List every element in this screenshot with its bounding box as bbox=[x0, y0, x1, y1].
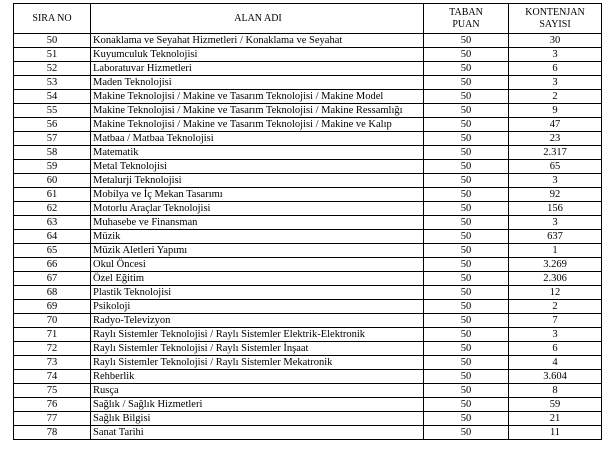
cell-taban-puan: 50 bbox=[424, 356, 509, 370]
cell-alan-adi: Laboratuvar Hizmetleri bbox=[91, 62, 424, 76]
cell-taban-puan: 50 bbox=[424, 188, 509, 202]
cell-sira-no: 73 bbox=[14, 356, 91, 370]
cell-alan-adi: Özel Eğitim bbox=[91, 272, 424, 286]
table-row bbox=[14, 104, 602, 118]
cell-sira-no: 67 bbox=[14, 272, 91, 286]
cell-sira-no: 56 bbox=[14, 118, 91, 132]
cell-taban-puan: 50 bbox=[424, 174, 509, 188]
header-alan-adi-label: ALAN ADI bbox=[234, 12, 282, 24]
table-row bbox=[14, 230, 602, 244]
table-body bbox=[14, 34, 602, 440]
table-row bbox=[14, 244, 602, 258]
cell-taban-puan: 50 bbox=[424, 160, 509, 174]
cell-taban-puan: 50 bbox=[424, 384, 509, 398]
cell-sira-no: 63 bbox=[14, 216, 91, 230]
cell-taban-puan: 50 bbox=[424, 328, 509, 342]
table-row bbox=[14, 314, 602, 328]
header-taban-puan bbox=[424, 4, 509, 34]
cell-alan-adi: Konaklama ve Seyahat Hizmetleri / Konaklama ve Seyahat bbox=[91, 34, 424, 48]
table-row bbox=[14, 118, 602, 132]
cell-taban-puan: 50 bbox=[424, 216, 509, 230]
header-sira-no bbox=[14, 4, 91, 34]
cell-kontenjan: 3 bbox=[509, 216, 602, 230]
table-row bbox=[14, 300, 602, 314]
cell-alan-adi: Makine Teknolojisi / Makine ve Tasarım Teknolojisi / Makine Ressamlığı bbox=[91, 104, 424, 118]
table-row bbox=[14, 272, 602, 286]
cell-sira-no: 70 bbox=[14, 314, 91, 328]
cell-alan-adi: Maden Teknolojisi bbox=[91, 76, 424, 90]
cell-taban-puan: 50 bbox=[424, 286, 509, 300]
cell-alan-adi: Rehberlik bbox=[91, 370, 424, 384]
cell-kontenjan: 3 bbox=[509, 76, 602, 90]
cell-alan-adi: Motorlu Araçlar Teknolojisi bbox=[91, 202, 424, 216]
cell-taban-puan: 50 bbox=[424, 76, 509, 90]
cell-sira-no: 75 bbox=[14, 384, 91, 398]
cell-alan-adi: Makine Teknolojisi / Makine ve Tasarım Teknolojisi / Makine ve Kalıp bbox=[91, 118, 424, 132]
cell-alan-adi: Müzik Aletleri Yapımı bbox=[91, 244, 424, 258]
cell-taban-puan: 50 bbox=[424, 314, 509, 328]
cell-kontenjan: 2.317 bbox=[509, 146, 602, 160]
table-row bbox=[14, 160, 602, 174]
cell-taban-puan: 50 bbox=[424, 132, 509, 146]
cell-kontenjan: 6 bbox=[509, 342, 602, 356]
cell-alan-adi: Raylı Sistemler Teknolojisi / Raylı Sistemler Mekatronik bbox=[91, 356, 424, 370]
table-row bbox=[14, 356, 602, 370]
cell-taban-puan: 50 bbox=[424, 398, 509, 412]
cell-sira-no: 69 bbox=[14, 300, 91, 314]
cell-taban-puan: 50 bbox=[424, 202, 509, 216]
header-kontenjan-line1: KONTENJAN bbox=[525, 6, 585, 18]
cell-kontenjan: 2 bbox=[509, 90, 602, 104]
cell-sira-no: 61 bbox=[14, 188, 91, 202]
cell-kontenjan: 3 bbox=[509, 328, 602, 342]
cell-taban-puan: 50 bbox=[424, 34, 509, 48]
cell-taban-puan: 50 bbox=[424, 258, 509, 272]
cell-alan-adi: Kuyumculuk Teknolojisi bbox=[91, 48, 424, 62]
table-row bbox=[14, 76, 602, 90]
cell-taban-puan: 50 bbox=[424, 230, 509, 244]
document-page bbox=[13, 3, 595, 440]
cell-kontenjan: 30 bbox=[509, 34, 602, 48]
cell-alan-adi: Muhasebe ve Finansman bbox=[91, 216, 424, 230]
table-row bbox=[14, 132, 602, 146]
cell-kontenjan: 9 bbox=[509, 104, 602, 118]
cell-alan-adi: Matematik bbox=[91, 146, 424, 160]
cell-alan-adi: Raylı Sistemler Teknolojisi / Raylı Sistemler İnşaat bbox=[91, 342, 424, 356]
header-taban-puan-line2: PUAN bbox=[452, 18, 480, 30]
header-taban-puan-line1: TABAN bbox=[449, 6, 483, 18]
cell-kontenjan: 7 bbox=[509, 314, 602, 328]
cell-alan-adi: Psikoloji bbox=[91, 300, 424, 314]
cell-taban-puan: 50 bbox=[424, 370, 509, 384]
header-kontenjan-line2: SAYISI bbox=[539, 18, 571, 30]
table-row bbox=[14, 146, 602, 160]
table-row bbox=[14, 412, 602, 426]
cell-taban-puan: 50 bbox=[424, 272, 509, 286]
table-row bbox=[14, 90, 602, 104]
cell-kontenjan: 2.306 bbox=[509, 272, 602, 286]
cell-kontenjan: 47 bbox=[509, 118, 602, 132]
table-row bbox=[14, 258, 602, 272]
cell-sira-no: 72 bbox=[14, 342, 91, 356]
cell-sira-no: 51 bbox=[14, 48, 91, 62]
cell-kontenjan: 92 bbox=[509, 188, 602, 202]
cell-alan-adi: Sanat Tarihi bbox=[91, 426, 424, 440]
cell-kontenjan: 156 bbox=[509, 202, 602, 216]
cell-kontenjan: 3 bbox=[509, 174, 602, 188]
cell-alan-adi: Okul Öncesi bbox=[91, 258, 424, 272]
cell-kontenjan: 59 bbox=[509, 398, 602, 412]
cell-sira-no: 54 bbox=[14, 90, 91, 104]
cell-kontenjan: 3.604 bbox=[509, 370, 602, 384]
cell-alan-adi: Rusça bbox=[91, 384, 424, 398]
cell-sira-no: 76 bbox=[14, 398, 91, 412]
cell-alan-adi: Sağlık / Sağlık Hizmetleri bbox=[91, 398, 424, 412]
cell-alan-adi: Raylı Sistemler Teknolojisi / Raylı Sistemler Elektrik-Elektronik bbox=[91, 328, 424, 342]
cell-taban-puan: 50 bbox=[424, 412, 509, 426]
cell-kontenjan: 65 bbox=[509, 160, 602, 174]
table-row bbox=[14, 216, 602, 230]
cell-sira-no: 78 bbox=[14, 426, 91, 440]
quota-table bbox=[13, 3, 602, 440]
cell-taban-puan: 50 bbox=[424, 62, 509, 76]
cell-sira-no: 74 bbox=[14, 370, 91, 384]
cell-sira-no: 77 bbox=[14, 412, 91, 426]
cell-sira-no: 65 bbox=[14, 244, 91, 258]
table-row bbox=[14, 188, 602, 202]
table-row bbox=[14, 426, 602, 440]
cell-kontenjan: 4 bbox=[509, 356, 602, 370]
cell-sira-no: 52 bbox=[14, 62, 91, 76]
table-row bbox=[14, 62, 602, 76]
cell-taban-puan: 50 bbox=[424, 342, 509, 356]
table-row bbox=[14, 370, 602, 384]
cell-sira-no: 60 bbox=[14, 174, 91, 188]
cell-sira-no: 50 bbox=[14, 34, 91, 48]
cell-kontenjan: 637 bbox=[509, 230, 602, 244]
cell-taban-puan: 50 bbox=[424, 48, 509, 62]
table-row bbox=[14, 384, 602, 398]
cell-alan-adi: Radyo-Televizyon bbox=[91, 314, 424, 328]
cell-sira-no: 66 bbox=[14, 258, 91, 272]
table-row bbox=[14, 342, 602, 356]
cell-taban-puan: 50 bbox=[424, 104, 509, 118]
header-sira-no-label: SIRA NO bbox=[32, 12, 72, 24]
header-alan-adi bbox=[91, 4, 424, 34]
cell-kontenjan: 12 bbox=[509, 286, 602, 300]
table-row bbox=[14, 34, 602, 48]
table-row bbox=[14, 174, 602, 188]
cell-alan-adi: Makine Teknolojisi / Makine ve Tasarım Teknolojisi / Makine Model bbox=[91, 90, 424, 104]
cell-taban-puan: 50 bbox=[424, 426, 509, 440]
cell-alan-adi: Müzik bbox=[91, 230, 424, 244]
cell-kontenjan: 11 bbox=[509, 426, 602, 440]
table-header bbox=[14, 4, 602, 34]
cell-sira-no: 53 bbox=[14, 76, 91, 90]
cell-sira-no: 59 bbox=[14, 160, 91, 174]
cell-sira-no: 71 bbox=[14, 328, 91, 342]
cell-kontenjan: 8 bbox=[509, 384, 602, 398]
cell-sira-no: 57 bbox=[14, 132, 91, 146]
cell-sira-no: 68 bbox=[14, 286, 91, 300]
cell-sira-no: 64 bbox=[14, 230, 91, 244]
cell-taban-puan: 50 bbox=[424, 244, 509, 258]
cell-kontenjan: 3 bbox=[509, 48, 602, 62]
cell-sira-no: 55 bbox=[14, 104, 91, 118]
cell-alan-adi: Metalurji Teknolojisi bbox=[91, 174, 424, 188]
cell-taban-puan: 50 bbox=[424, 90, 509, 104]
cell-alan-adi: Sağlık Bilgisi bbox=[91, 412, 424, 426]
cell-kontenjan: 6 bbox=[509, 62, 602, 76]
header-row bbox=[14, 4, 602, 34]
table-row bbox=[14, 286, 602, 300]
cell-taban-puan: 50 bbox=[424, 118, 509, 132]
cell-kontenjan: 1 bbox=[509, 244, 602, 258]
table-row bbox=[14, 328, 602, 342]
cell-taban-puan: 50 bbox=[424, 146, 509, 160]
table-row bbox=[14, 48, 602, 62]
cell-taban-puan: 50 bbox=[424, 300, 509, 314]
cell-sira-no: 58 bbox=[14, 146, 91, 160]
header-kontenjan-sayisi bbox=[509, 4, 602, 34]
cell-kontenjan: 23 bbox=[509, 132, 602, 146]
table-row bbox=[14, 202, 602, 216]
table-row bbox=[14, 398, 602, 412]
cell-alan-adi: Metal Teknolojisi bbox=[91, 160, 424, 174]
cell-sira-no: 62 bbox=[14, 202, 91, 216]
cell-kontenjan: 2 bbox=[509, 300, 602, 314]
cell-alan-adi: Plastik Teknolojisi bbox=[91, 286, 424, 300]
cell-alan-adi: Mobilya ve İç Mekan Tasarımı bbox=[91, 188, 424, 202]
cell-kontenjan: 3.269 bbox=[509, 258, 602, 272]
cell-alan-adi: Matbaa / Matbaa Teknolojisi bbox=[91, 132, 424, 146]
cell-kontenjan: 21 bbox=[509, 412, 602, 426]
